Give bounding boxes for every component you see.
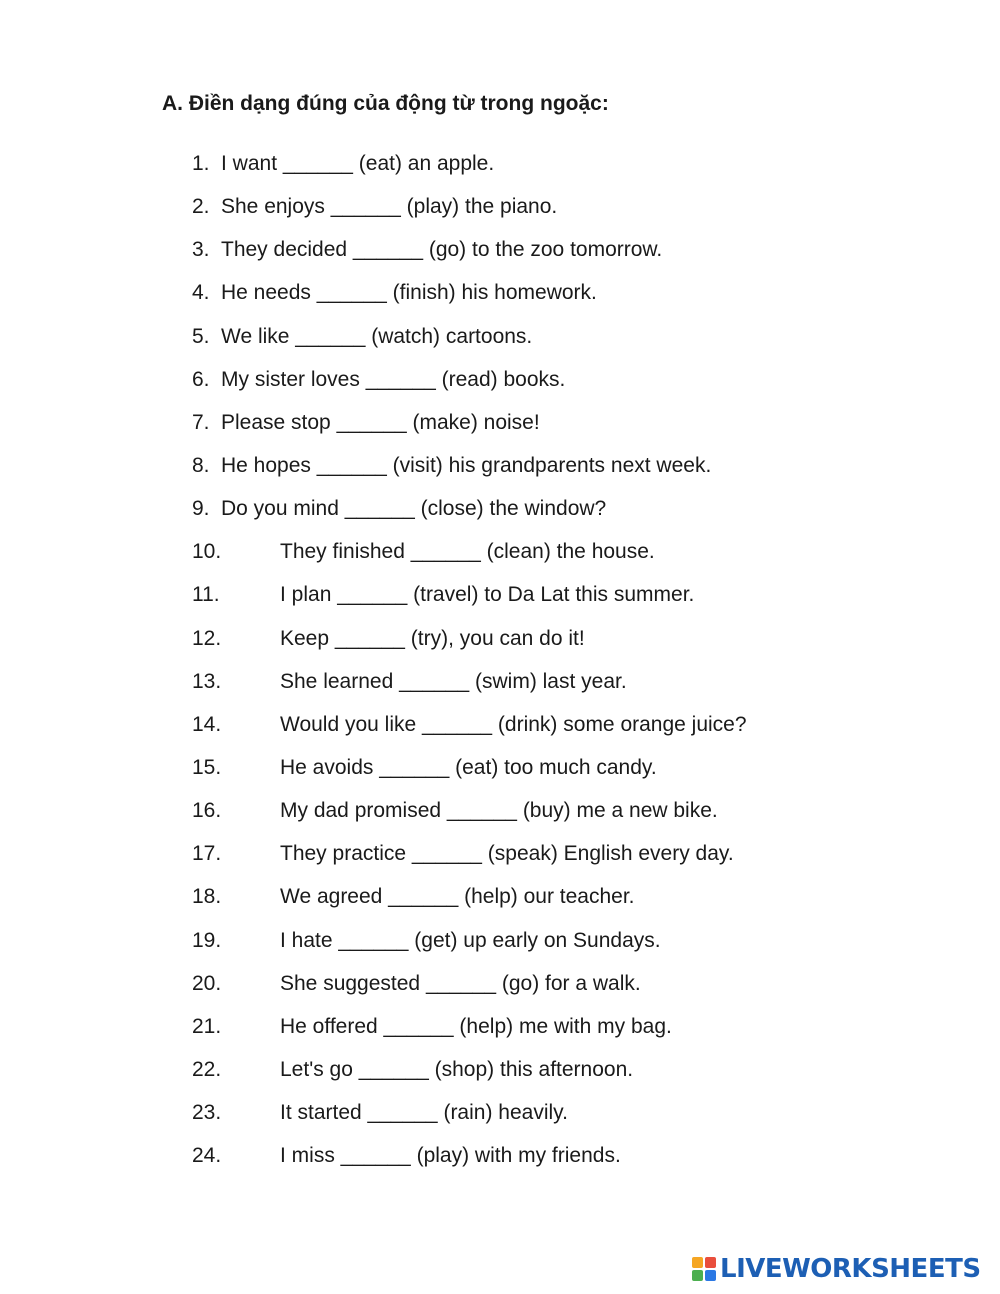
item-sentence: She learned ______ (swim) last year. (280, 669, 627, 693)
item-number: 10. (192, 540, 222, 564)
exercise-item (0, 1144, 1000, 1187)
logo-text: LIVEWORKSHEETS (720, 1254, 981, 1284)
item-number: 1. (192, 152, 210, 175)
item-sentence: He avoids ______ (eat) too much candy. (280, 755, 657, 779)
item-sentence: He offered ______ (help) me with my bag. (280, 1014, 672, 1038)
exercise-list (0, 152, 1000, 1187)
item-sentence: We like ______ (watch) cartoons. (221, 324, 533, 348)
exercise-item (0, 325, 1000, 368)
item-number: 6. (192, 367, 210, 391)
item-number: 21. (192, 1014, 222, 1038)
exercise-item (0, 411, 1000, 454)
item-number: 18. (192, 885, 222, 909)
exercise-item (0, 972, 1000, 1015)
item-number: 7. (192, 410, 210, 434)
exercise-item (0, 929, 1000, 972)
exercise-item (0, 238, 1000, 281)
item-sentence: He hopes ______ (visit) his grandparents next week. (221, 453, 712, 477)
item-number: 8. (192, 453, 210, 477)
item-number: 2. (192, 195, 210, 219)
item-sentence: They decided ______ (go) to the zoo tomorrow. (221, 238, 663, 262)
item-sentence: Please stop ______ (make) noise! (221, 410, 540, 434)
exercise-item (0, 842, 1000, 885)
item-sentence: Would you like ______ (drink) some orange juice? (280, 712, 747, 736)
logo-square (692, 1270, 703, 1281)
item-sentence: They practice ______ (speak) English every day. (280, 842, 734, 866)
logo-square (692, 1257, 703, 1268)
exercise-item (0, 583, 1000, 626)
exercise-item (0, 1058, 1000, 1101)
item-sentence: She enjoys ______ (play) the piano. (221, 195, 558, 219)
item-sentence: She suggested ______ (go) for a walk. (280, 971, 641, 995)
item-number: 17. (192, 842, 222, 866)
item-sentence: Do you mind ______ (close) the window? (221, 497, 607, 521)
item-sentence: I plan ______ (travel) to Da Lat this summer. (280, 583, 695, 607)
exercise-item (0, 195, 1000, 238)
item-number: 24. (192, 1144, 222, 1168)
exercise-item (0, 799, 1000, 842)
item-number: 14. (192, 712, 222, 736)
exercise-item (0, 885, 1000, 928)
item-sentence: They finished ______ (clean) the house. (280, 540, 655, 564)
item-sentence: My sister loves ______ (read) books. (221, 367, 566, 391)
exercise-item (0, 1101, 1000, 1144)
item-number: 12. (192, 626, 222, 650)
item-number: 16. (192, 799, 222, 823)
exercise-item (0, 1015, 1000, 1058)
item-number: 3. (192, 238, 210, 262)
item-number: 19. (192, 928, 222, 952)
exercise-item (0, 454, 1000, 497)
exercise-item (0, 756, 1000, 799)
item-number: 5. (192, 324, 210, 348)
exercise-item (0, 670, 1000, 713)
item-number: 9. (192, 497, 210, 521)
section-heading: A. Điền dạng đúng của động từ trong ngoặc: (162, 92, 609, 115)
liveworksheets-logo (692, 1253, 981, 1285)
logo-square (705, 1270, 716, 1281)
item-sentence: I hate ______ (get) up early on Sundays. (280, 928, 661, 952)
item-sentence: He needs ______ (finish) his homework. (221, 281, 597, 305)
item-number: 23. (192, 1101, 222, 1125)
item-sentence: We agreed ______ (help) our teacher. (280, 885, 635, 909)
item-number: 22. (192, 1057, 222, 1081)
item-sentence: I want ______ (eat) an apple. (221, 152, 495, 175)
item-number: 20. (192, 971, 222, 995)
item-sentence: It started ______ (rain) heavily. (280, 1101, 568, 1125)
exercise-item (0, 713, 1000, 756)
exercise-item (0, 368, 1000, 411)
logo-square (705, 1257, 716, 1268)
item-sentence: My dad promised ______ (buy) me a new bike. (280, 799, 718, 823)
exercise-item (0, 281, 1000, 324)
item-number: 4. (192, 281, 210, 305)
exercise-item (0, 540, 1000, 583)
item-sentence: Let's go ______ (shop) this afternoon. (280, 1057, 634, 1081)
item-number: 11. (192, 583, 220, 607)
item-sentence: Keep ______ (try), you can do it! (280, 626, 585, 650)
item-sentence: I miss ______ (play) with my friends. (280, 1144, 621, 1168)
exercise-item (0, 497, 1000, 540)
item-number: 15. (192, 755, 222, 779)
item-number: 13. (192, 669, 222, 693)
exercise-item (0, 152, 1000, 195)
exercise-item (0, 627, 1000, 670)
logo-mark-icon (692, 1257, 716, 1281)
